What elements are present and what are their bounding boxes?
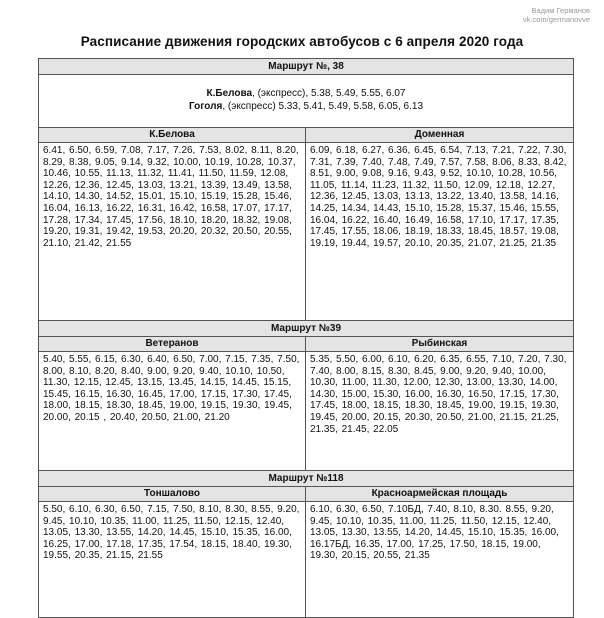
route-118-col-krasnoarmeyskaya [306,487,573,617]
route-39-col-veteranov [39,337,306,470]
column-header: Красноармейская площадь [306,487,573,502]
departure-times: 6.09, 6.18, 6.27, 6.36, 6.45, 6.54, 7.13, 7.21, 7.22, 7.30, 7.31, 7.39, 7.40, 7.48, 7.49, 7.57, 7.58, 8.06, 8.33, 8.42, 8.51, 9.00, 9.08, 9.16, 9.43, 9.52, 10.10, 10.28, 10.56, 11.05, 11.14, 11.23, 11.32, 11.50, 12.09, 12.18, 12.27, 12.36, 12.45, 13.03, 13.13, 13.22, 13.40, 13.58, 14.16, 14.25, 14.34, 14.43, 15.10, 15.28, 15.37, 15.46, 15.55, 16.04, 16.22, 16.40, 16.49, 16.58, 17.10, 17.17, 17.35, 17.45, 17.55, 18.06, 18.19, 18.33, 18.45, 18.57, 19.08, 19.19, 19.44, 19.57, 20.10, 20.35, 21.07, 21.25, 21.35 [310,145,567,249]
departure-times: 5.50, 6.10, 6.30, 6.50, 7.15, 7.50, 8.10, 8.30, 8.55, 9.20, 9.45, 10.10, 10.35, 11.00, 11.25, 11.50, 12.15, 12.40, 13.05, 13.30, 13.55, 14.20, 14.45, 15.10, 15.35, 16.00, 16.25, 17.00, 17.18, 17.35, 17.54, 18.15, 18.40, 19.30, 19.55, 20.35, 21.15, 21.55 [43,504,300,562]
column-header: Доменная [306,128,573,143]
route-38-col-domennaya [306,128,573,320]
watermark [523,6,590,24]
route-38-col-kbelova [39,128,306,320]
route-38-express [39,75,573,128]
route-118-header: Маршрут №118 [39,470,573,487]
express-line [39,100,573,113]
route-39-col-rybinskaya [306,337,573,470]
route-38-header: Маршрут №, 38 [39,59,573,75]
departure-times: 5.40, 5.55, 6.15, 6.30, 6.40, 6.50, 7.00, 7.15, 7.35, 7.50, 8.00, 8.10, 8.20, 8.40, 9.00, 9.20, 9.40, 10.10, 10.50, 11.30, 12.15, 12.45, 13.15, 13.45, 14.15, 14.45, 15.15, 15.45, 16.15, 16.30, 16.45, 17.00, 17.15, 17.30, 17.45, 18.00, 18.15, 18.30, 18.45, 19.00, 19.15, 19.30, 19.45, 20.00, 20.15 , 20.40, 20.50, 21.00, 21.20 [43,354,300,423]
express-times: , (экспресс) 5.33, 5.41, 5.49, 5.58, 6.05, 6.13 [222,101,424,112]
express-stop: Гоголя [188,101,223,112]
express-times: , (экспресс), 5.38, 5.49, 5.55, 6.07 [252,88,406,99]
express-line [39,87,573,100]
express-stop: К.Белова [206,88,253,99]
schedule-table [38,58,574,618]
watermark-link: vk.com/germanovve [522,15,590,24]
column-header: Рыбинская [306,337,573,352]
route-118-columns [39,487,573,617]
route-39-columns [39,337,573,470]
column-header: Ветеранов [39,337,305,352]
departure-times: 6.10, 6.30, 6.50, 7.10БД, 7.40, 8.10, 8.30. 8.55, 9.20, 9.45, 10.10, 10.35, 11.00, 11.25, 11.50, 12.15, 12.40, 13.05, 13.30, 13.55, 14.20, 14.45, 15.10, 15.35, 16.00, 16.17БД, 16.35, 17.00, 17.25, 17.50, 18.15, 19.00, 19.30, 20.15, 20.55, 21.35 [310,504,559,562]
page-title: Расписание движения городских автобусов с 6 апреля 2020 года [80,34,524,49]
column-header: Тоншалово [39,487,305,502]
route-118-col-tonshalovo [39,487,306,617]
route-38-columns [39,128,573,320]
column-header: К.Белова [39,128,305,143]
departure-times: 6.41, 6.50, 6.59, 7.08, 7.17, 7.26, 7.53, 8.02, 8.11, 8.20, 8.29, 8.38, 9.05, 9.14, 9.32, 10.00, 10.19, 10.28, 10.37, 10.46, 10.55, 11.13, 11.32, 11.41, 11.50, 11.59, 12.08, 12.26, 12.36, 12.45, 13.03, 13.21, 13.39, 13.49, 13.58, 14.10, 14.30, 14.52, 15.01, 15.10, 15.19, 15.28, 15.46, 16.04, 16.13, 16.22, 16.31, 16.42, 16.58, 17.07, 17.17, 17.28, 17.34, 17.45, 17.56, 18.10, 18.20, 18.32, 19.08, 19.20, 19.31, 19.42, 19.53, 20.20, 20.32, 20.50, 20.55, 21.10, 21.42, 21.55 [43,145,299,249]
watermark-author: Вадим Германов [531,6,590,15]
route-39-header: Маршрут №39 [39,320,573,337]
departure-times: 5.35, 5.50, 6.00, 6.10, 6.20, 6.35, 6.55, 7.10, 7.20, 7.30, 7.40, 8.00, 8.15, 8.30, 8.45, 9.00, 9.20, 9.40, 10.00, 10.30, 11.00, 11.30, 12.00, 12.30, 13.00, 13.30, 14.00, 14.30, 15.00, 15.30, 16.00, 16.30, 16.50, 17.15, 17.30, 17.45, 18.00, 18.15, 18.30, 18.45, 19.00, 19.15, 19.30, 19.45, 20.00, 20.15, 20.30, 20.50, 21.00, 21.15, 21.25, 21.35, 21.45, 22.05 [310,354,567,435]
